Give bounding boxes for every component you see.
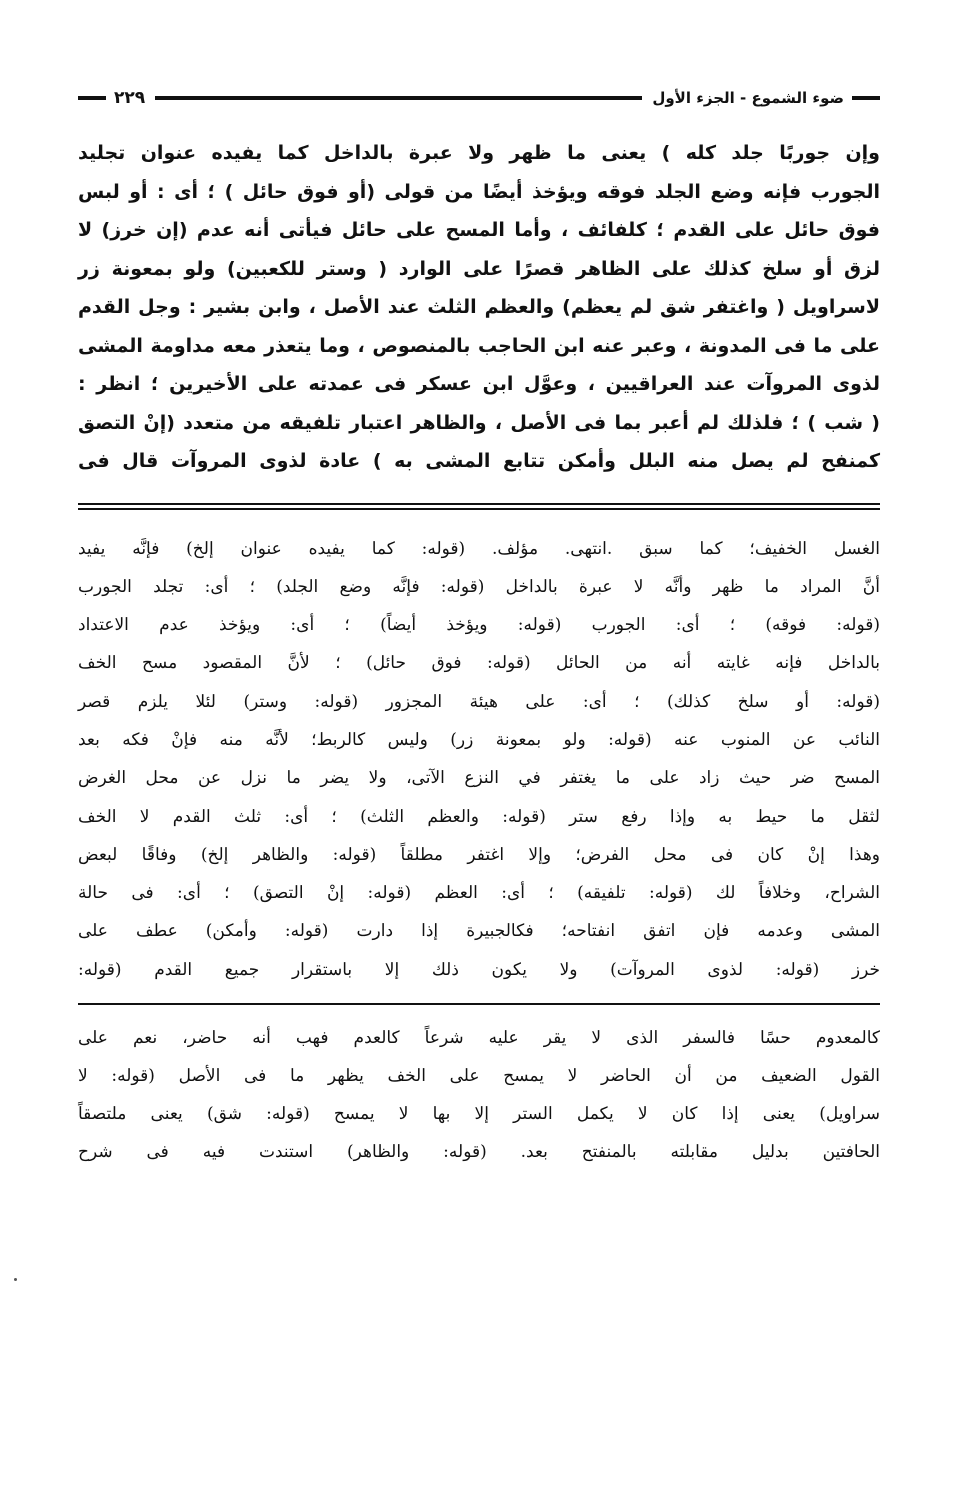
scan-speck bbox=[14, 1278, 17, 1281]
main-text bbox=[78, 134, 880, 481]
running-header bbox=[78, 80, 880, 116]
main-text-line: لذوى المروآت عند العراقيين ، وعوَّل ابن عسكر فى عمدته على الأخيرين ؛ انظر : bbox=[78, 373, 880, 395]
main-text-line: فوق حائل على القدم ؛ كلفائف ، وأما المسح على حائل فيأتى أنه عدم (إن خرز) لا bbox=[78, 219, 880, 241]
main-text-line: لزق أو سلخ كذلك على الظاهر قصرًا على الوارد ( وستر للكعبين) ولو بمعونة زر bbox=[78, 257, 880, 280]
main-text-line: لاسراويل ( واغتفر شق لم يعظم) والعظم الثلث عند الأصل ، وابن بشير : وجل القدم bbox=[78, 296, 880, 318]
main-text-line: الجورب فإنه وضع الجلد فوقه ويؤخذ أيضًا من قولى (أو فوق حائل ) ؛ أى : أو لبس bbox=[78, 180, 880, 203]
commentary-line: (قوله: فوقه) ؛ أى: الجورب (قوله: ويؤخذ أيضاً) ؛ أى: ويؤخذ عدم الاعتداد bbox=[78, 615, 880, 636]
commentary-text bbox=[78, 530, 880, 990]
page-number: ٢٢٩ bbox=[114, 88, 146, 108]
footnote-line: سراويل) يعنى إذا كان لا يكمل الستر إلا بها لا يمسح (قوله: شق) يعنى ملتصقاً bbox=[78, 1104, 880, 1125]
footnote-line: كالمعدوم حسًا فالسفر الذى لا يقر عليه شرعاً كالعدم فهب أنه حاضر، نعم على bbox=[78, 1028, 880, 1049]
main-text-line: ( شب ) ؛ فلذلك لم أعبر بما فى الأصل ، والظاهر اعتبار تلفيقه من متعدد (إنْ التصق bbox=[78, 411, 880, 434]
main-text-line: كمنفح لم يصل منه البلل وأمكن تتابع المشى به ) عادة لذوى المروآت قال فى bbox=[78, 450, 880, 472]
header-rule bbox=[155, 96, 642, 100]
commentary-line: بالداخل فإنه غايته أنه من الحائل (قوله: فوق حائل) ؛ لأنَّ المقصود مسح الخف bbox=[78, 653, 880, 674]
commentary-line: الشراح، وخلافاً لك (قوله: تلفيقه) ؛ أى: العظم (قوله: إنْ التصق) ؛ أى: فى حالة bbox=[78, 883, 880, 904]
commentary-line: المسح ضر حيث زاد على ما يغتفر في النزع الآتى، ولا يضر ما نزل عن محل الغرض bbox=[78, 768, 880, 789]
book-title: ضوء الشموع - الجزء الأول bbox=[652, 89, 844, 107]
commentary-line: أنَّ المراد ما ظهر وأنَّه لا عبرة بالداخل (قوله: فإنَّه وضع الجلد) ؛ أى: تجلد الجورب bbox=[78, 576, 880, 597]
commentary-line: (قوله: أو سلخ كذلك) ؛ أى: على هيئة المجزور (قوله: وستر) لئلا يلزم قصر bbox=[78, 691, 880, 712]
main-text-line: وإن جوربًا جلد كله ) يعنى ما ظهر ولا عبرة بالداخل كما يفيده عنوان تجليد bbox=[78, 142, 880, 164]
commentary-line: خرز (قوله: لذوى المروآت) ولا يكون ذلك إلا باستقرار جميع القدم (قوله: bbox=[78, 959, 880, 980]
single-divider bbox=[78, 1003, 880, 1005]
footnote-line: الحافتين بدليل مقابلته بالمنفتح بعد. (قوله: والظاهر) استندت فيه فى شرح bbox=[78, 1142, 880, 1163]
main-text-line: على ما فى المدونة ، وعبر عنه ابن الحاجب بالمنصوص ، وما يتعذر معه مداومة المشى bbox=[78, 334, 880, 357]
header-dash-right bbox=[852, 96, 880, 100]
header-dash-left bbox=[78, 96, 106, 100]
commentary-line: المشى وعدمه فإن اتفق انفتاحه؛ فكالجبيرة إذا دارت (قوله: وأمكن) عطف على bbox=[78, 921, 880, 942]
commentary-line: النائب عن المنوب عنه (قوله: ولو بمعونة زر) وليس كالربط؛ لأنَّه منه فإنْ فكه بعد bbox=[78, 729, 880, 750]
double-divider bbox=[78, 503, 880, 510]
footnote-line: القول الضعيف من أن الحاضر لا يمسح على الخف يظهر ما فى الأصل (قوله: لا bbox=[78, 1066, 880, 1087]
book-page bbox=[78, 80, 880, 1171]
commentary-line: وهذا إنْ كان فى محل الفرض؛ وإلا اغتفر مطلقاً (قوله: والظاهر إلخ) وفاقًا لبعض bbox=[78, 844, 880, 865]
commentary-line: الغسل الخفيف؛ كما سبق .انتهى. مؤلف. (قوله: كما يفيده عنوان إلخ) فإنَّه يفيد bbox=[78, 538, 880, 559]
commentary-line: لثقل ما حيط به وإذا رفع ستر (قوله: والعظم الثلث) ؛ أى: ثلث القدم لا الخف bbox=[78, 806, 880, 827]
footnote-text bbox=[78, 1019, 880, 1171]
